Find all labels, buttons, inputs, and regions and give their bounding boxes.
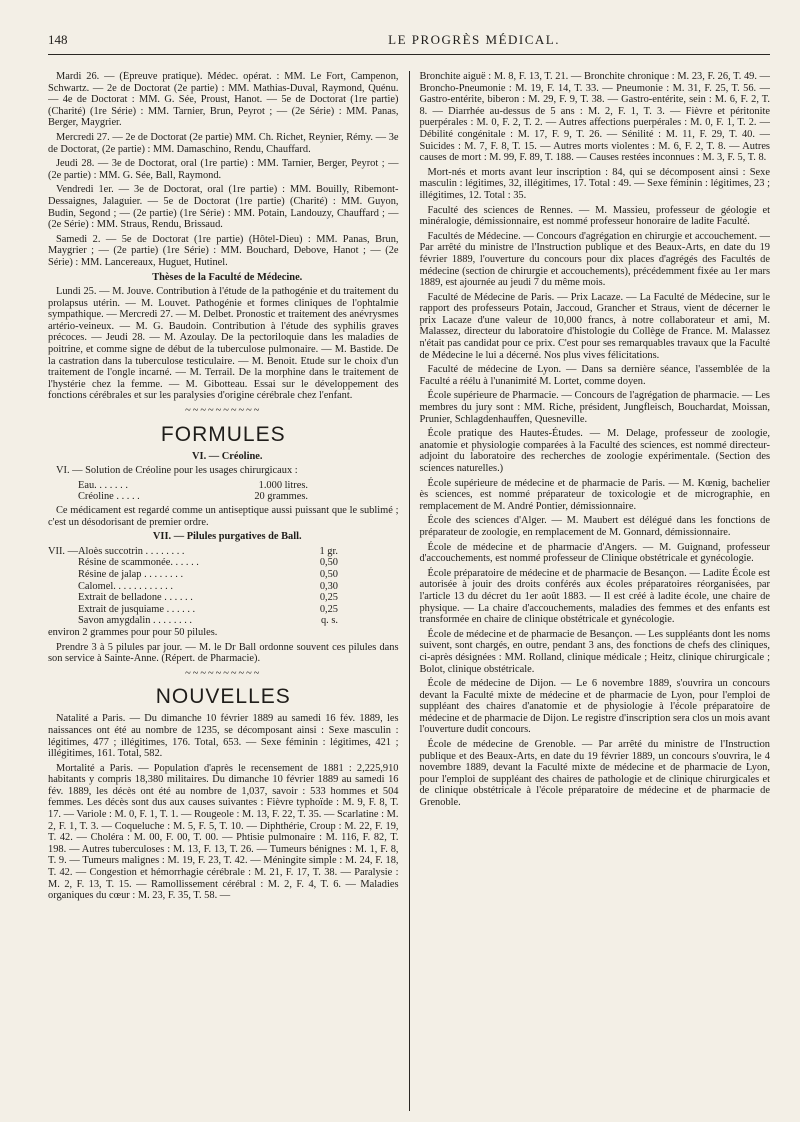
ingredient-name: Extrait de belladone . . . . . . (78, 592, 193, 604)
news-item: École supérieure de Pharmacie. — Concours de l'agrégation de pharmacie. — Les membres du jury sont : MM. Riche, président, Jungfleisch, Bouchardat, Moissan, Prunier, Schlagdenhauffen, Quesneville. (419, 390, 770, 425)
ingredient-name: Savon amygdalin . . . . . . . . (78, 615, 192, 627)
news-item: École pratique des Hautes-Études. — M. Delage, professeur de zoologie, anatomie et physiologie comparées à la Faculté des sciences, est nommé directeur-adjoint du laboratoire des recherches de zoologie expérimentale. (Section des sciences naturelles.) (419, 428, 770, 474)
recipe-row (78, 546, 338, 558)
concours-paragraph: Jeudi 28. — 3e de Doctorat, oral (1re partie) : MM. Tarnier, Berger, Peyrot ; — (2e partie) : MM. G. Sée, Ball, Raymond. (48, 158, 399, 181)
creoline-heading: VI. — Créoline. (192, 450, 263, 462)
creoline-note: Ce médicament est regardé comme un antiseptique aussi puissant que le sublimé ; c'est un désodorisant de premier ordre. (48, 505, 399, 528)
theses-heading: Thèses de la Faculté de Médecine. (152, 271, 303, 283)
column-rule (409, 71, 410, 1111)
news-item: Faculté de Médecine de Paris. — Prix Lacaze. — La Faculté de Médecine, sur le rapport des professeurs Potain, Jaccoud, Grancher et Straus, vient de décerner le prix Lacaze d'une valeur de 10,000 francs, à notre collaborateur et ami, M. Malassez, directeur du laboratoire d'histologie du Collège de France. M. Malassez n'était pas candidat pour ce prix. C'est pour ses remarquables travaux que la Faculté de Médecine le lui a décerné. Nos plus vives félicitations. (419, 291, 770, 361)
left-column (48, 71, 399, 1111)
ingredient-name: Résine de jalap . . . . . . . . (78, 568, 184, 580)
recipe-row (78, 604, 338, 616)
ingredient-qty: q. s. (320, 615, 338, 627)
ingredient-name: Résine de scammonée. . . . . . (78, 557, 199, 569)
ingredient-name: Aloès succotrin . . . . . . . . (78, 545, 185, 557)
ornament-divider: ~~~~~~~~~~ (185, 667, 262, 679)
page-header (48, 32, 770, 55)
recipe-row (78, 480, 308, 492)
ingredient-qty: 1 gr. (319, 545, 338, 557)
recipe-row (78, 569, 338, 581)
theses-paragraph: Lundi 25. — M. Jouve. Contribution à l'étude de la pathogénie et du traitement du prolapsus utérin. — M. Louvet. Pathogénie et formes cliniques de l'ophtalmie sympathique. — Mercredi 27. — M. Delbet. Pronostic et traitement des anévrysmes artério-veineux. — M. G. Baudoin. Contribution à l'étude des syphilis graves précoces. — Jeudi 28. — M. Azoulay. De la pectoriloquie dans les maladies de poitrine, et comme signe de début de la tuberculose pulmonaire. — M. Bastide. De la castration dans la tuberculose testiculaire. — M. Benoit. Etude sur le choix d'un traitement de l'ongle incarné. — M. Terrail. De la morphine dans le traitement de l'hystérie chez la femme. — M. Gibotteau. Essai sur le développement des fonctions cérébrales et sur les paralysies d'origine cérébrale chez l'enfant. (48, 286, 399, 402)
mortalite-paragraph: Mortalité a Paris. — Population d'après le recensement de 1881 : 2,225,910 habitants y compris 18,380 militaires. Du dimanche 10 février 1889 au samedi 16 fév. 1889, les décès ont été au nombre de 1,037, savoir : 533 hommes et 504 femmes. Les décès sont dus aux causes suivantes : Fièvre typhoïde : M. 9, F. 8, T. 17. — Variole : M. 0, F. 1, T. 1. — Rougeole : M. 13, F. 22, T. 35. — Scarlatine : M. 2, F. 1, T. 3. — Coqueluche : M. 5, F. 5, T. 10. — Diphthérie, Croup : M. 22, F. 19, T. 42. — Choléra : M. 00, F. 00, T. 00. — Phtisie pulmonaire : M. 116, F. 82, T. 198. — Autres tuberculoses : M. 13, F. 13, T. 26. — Tumeurs bénignes : M. 1, F. 8, T. 9. — Tumeurs malignes : M. 19, F. 23, T. 42. — Méningite simple : M. 24, F. 18, T. 42. — Congestion et hémorrhagie cérébrale : M. 21, F. 17, T. 38. — Paralysie : M. 2, F. 13, T. 15. — Ramollissement cérébral : M. 2, F. 4, T. 6. — Maladies organiques du cœur : M. 23, F. 35, T. 58. — (48, 762, 399, 902)
ingredient-qty: 0,25 (319, 592, 338, 604)
news-item: École supérieure de médecine et de pharmacie de Paris. — M. Kœnig, bachelier ès sciences, est nommé préparateur de toxicologie et de micrographie, en remplacement de M. André Pontier, démissionnaire. (419, 477, 770, 512)
news-item: École de médecine de Dijon. — Le 6 novembre 1889, s'ouvrira un concours devant la Faculté mixte de médecine et de pharmacie de Lyon, pour l'emploi de suppléant des chaires d'anatomie et de physiologie à l'école préparatoire de médecine et de pharmacie de Dijon. Le registre d'inscription sera clos un mois avant l'ouverture dudit concours. (419, 678, 770, 736)
ingredient-name: Créoline . . . . . (78, 491, 140, 503)
ingredient-name: Extrait de jusquiame . . . . . . (78, 603, 196, 615)
creoline-recipe (78, 480, 399, 503)
concours-paragraph: Vendredi 1er. — 3e de Doctorat, oral (1re partie) : MM. Bouilly, Ribemont-Dessaignes, Jalaguier. — 5e de Doctorat (1re partie) (Charité) : MM. Guyon, Budin, Segond ; — (2e partie) (1re Série) : MM. Potain, Landouzy, Chauffard ; — (2e Série) : MM. Straus, Rendu, Brissaud. (48, 184, 399, 231)
mortalite-suite: Bronchite aiguë : M. 8, F. 13, T. 21. — Bronchite chronique : M. 23, F. 26, T. 49. — Broncho-Pneumonie : M. 19, F. 14, T. 33. — Pneumonie : M. 31, F. 25, T. 56. — Gastro-entérite, biberon : M. 29, F. 9, T. 38. — Gastro-entérite, sein : M. 6, F. 2, T. 8. — Diarrhée au-dessus de 5 ans : M. 2, F. 1, T. 3. — Fièvre et péritonite puerpérales : M. 0, F. 2, T. 2. — Autres affections puerpérales : M. 0, F. 1, T. 2. — Débilité congénitale : M. 17, F. 9, T. 26. — Sénilité : M. 11, F. 29, T. 40. — Suicides : M. 7, F. 8, T. 15. — Autres morts violentes : M. 6, F. 2, T. 8. — Autres causes de mort : M. 99, F. 89, T. 188. — Causes restées inconnues : M. 3, F. 5, T. 8. (419, 71, 770, 164)
concours-paragraph: Mardi 26. — (Épreuve pratique). Médec. opérat. : MM. Le Fort, Campenon, Schwartz. — 2e de Doctorat (2e partie) : MM. Mathias-Duval, Raymond, Quénu. — 4e de Doctorat : MM. G. Sée, Proust, Hanot. — 5e de Doctorat (1re partie) (Charité) (1re Série) : MM. Tarnier, Brun, Peyrot ; — (2e Série) : MM. Panas, Berger, Maygrier. (48, 71, 399, 129)
recipe-row (78, 592, 338, 604)
ingredient-name: Calomel. . . . . . . . . . . . (78, 580, 173, 592)
nouvelles-heading: NOUVELLES (155, 685, 291, 709)
recipe-row (78, 615, 338, 627)
recipe-row (78, 491, 308, 503)
natalite-paragraph: Natalité a Paris. — Du dimanche 10 février 1889 au samedi 16 fév. 1889, les naissances ont été au nombre de 1235, se décomposant ainsi : Sexe masculin : légitimes, 477 ; illégitimes, 176. Total, 653. — Sexe féminin : légitimes, 421 ; illégitimes, 161. Total, 582. (48, 713, 399, 760)
ingredient-qty: 0,25 (319, 603, 338, 615)
page-number: 148 (48, 32, 68, 47)
news-item: École de médecine et de pharmacie de Besançon. — Les suppléants dont les noms suivent, sont chargés, en outre, pendant 3 ans, des fonctions de chefs des cliniques, ci-après désignées : MM. Rolland, clinique médicale ; Heitz, clinique chirurgicale ; Bolot, clinique obstétricale. (419, 628, 770, 675)
news-item: École préparatoire de médecine et de pharmacie de Besançon. — Ladite École est autorisée à jouir des droits conférés aux écoles préparatoires réorganisées, par l'article 13 du décret du 1er août 1883. — Il est créé à ladite école, une chaire de physique. — La chaire d'accouchements, maladies des femmes et des enfants est transformée en chaire de clinique obstétricale et gynécologie. (419, 567, 770, 626)
recipe-row (78, 581, 338, 593)
news-item: École de médecine de Grenoble. — Par arrêté du ministre de l'Instruction publique et des Beaux-Arts, en date du 19 février 1889, un concours s'ouvrira, le 4 novembre 1889, devant la Faculté mixte de médecine et de pharmacie de Lyon, pour l'emploi de suppléant des chaires de pathologie et de clinique chirurgicales et de clinique obstétricale à l'école préparatoire de médecine et de pharmacie de Grenoble. (419, 739, 770, 809)
concours-paragraph: Mercredi 27. — 2e de Doctorat (2e partie) MM. Ch. Richet, Reynier, Rémy. — 3e de Doctorat, (2e partie) : MM. Damaschino, Rendu, Chauffard. (48, 131, 399, 155)
pilules-env: environ 2 grammes pour pour 50 pilules. (48, 626, 218, 638)
concours-paragraph: Samedi 2. — 5e de Doctorat (1re partie) (Hôtel-Dieu) : MM. Panas, Brun, Maygrier ; — (2e partie) (1re Série) : MM. Bouchard, Debove, Hanot ; — (2e Série) : MM. Lancereaux, Huguet, Hutinel. (48, 233, 399, 268)
news-item: Facultés de Médecine. — Concours d'agrégation en chirurgie et accouchement. — Par arrêté du ministre de l'Instruction publique et des Beaux-Arts, en date du 19 février 1889, l'ouverture du concours pour dix places d'agrégés des Facultés de médecine (section de chirurgie et accouchements), précédemment fixée au 1er mars 1889, est ajournée au jeudi 7 du même mois. (419, 230, 770, 289)
news-item: École de médecine et de pharmacie d'Angers. — M. Guignand, professeur d'accouchements, est nommé professeur de Clinique obstétricale et gynécologie. (419, 541, 770, 565)
news-item: Faculté des sciences de Rennes. — M. Massieu, professeur de géologie et minéralogie, démissionnaire, est nommé professeur honoraire de ladite Faculté. (419, 204, 770, 228)
ornament-divider: ~~~~~~~~~~ (185, 405, 262, 417)
ingredient-qty: 0,50 (319, 557, 338, 569)
journal-title: LE PROGRÈS MÉDICAL. (388, 32, 560, 47)
mort-nes-paragraph: Mort-nés et morts avant leur inscription : 84, qui se décomposent ainsi : Sexe masculin : légitimes, 32, illégitimes, 17. Total : 49. — Sexe féminin : légitimes, 23 ; illégitimes, 12. Total : 35. (419, 166, 770, 201)
pilules-heading: VII. — Pilules purgatives de Ball. (152, 531, 302, 543)
ingredient-qty: 0,30 (319, 580, 338, 592)
news-item: Faculté de médecine de Lyon. — Dans sa dernière séance, l'assemblée de la Faculté a réélu à l'unanimité M. Lortet, comme doyen. (419, 364, 770, 387)
pilules-recipe (48, 546, 399, 627)
right-column (419, 71, 770, 1111)
news-item: École des sciences d'Alger. — M. Maubert est délégué dans les fonctions de préparateur de zoologie, en remplacement de M. Gonnard, démissionnaire. (419, 515, 770, 538)
pilules-label: VII. — (48, 545, 79, 557)
ingredient-qty: 20 grammes. (254, 491, 308, 503)
formules-heading: FORMULES (160, 422, 286, 446)
ingredient-name: Eau. . . . . . . (78, 479, 128, 491)
recipe-row (78, 557, 338, 569)
creoline-intro: VI. — Solution de Créoline pour les usages chirurgicaux : (56, 465, 298, 477)
ingredient-qty: 1.000 litres. (258, 479, 308, 491)
ingredient-qty: 0,50 (319, 568, 338, 580)
pilules-note: Prendre 3 à 5 pilules par jour. — M. le Dr Ball ordonne souvent ces pilules dans son service à Sainte-Anne. (Répert. de Pharmacie). (48, 641, 399, 665)
